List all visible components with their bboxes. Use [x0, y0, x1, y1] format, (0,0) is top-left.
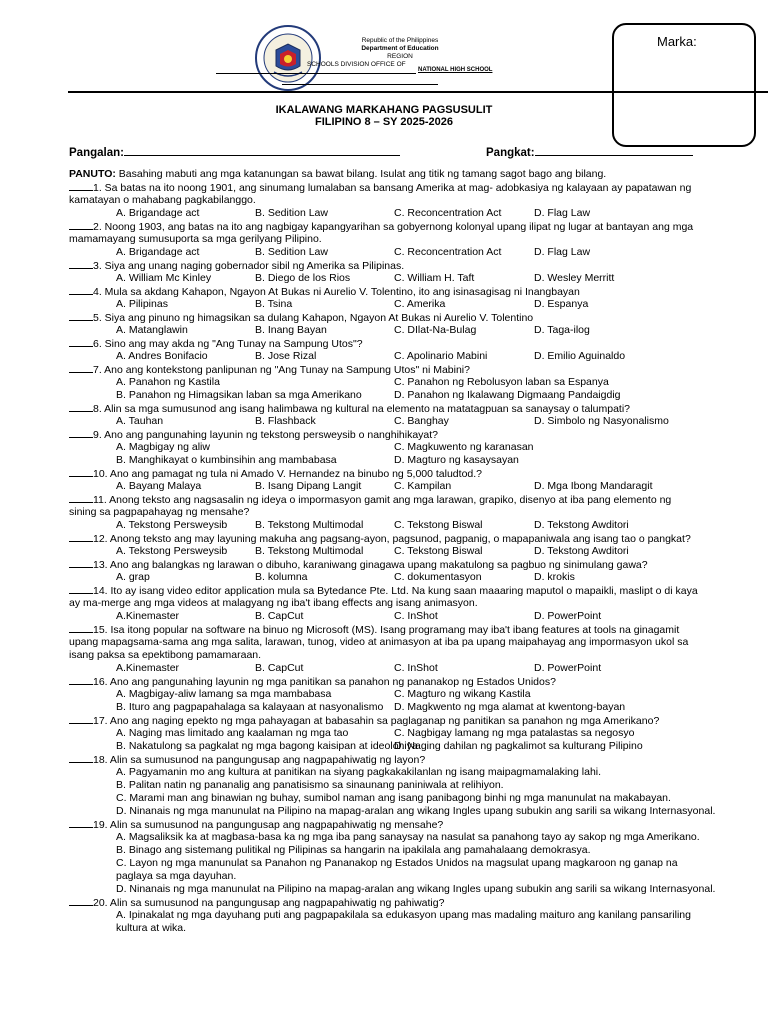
answer-option: A. Brigandage act [116, 207, 200, 219]
answer-option: C. Marami man ang binawian ng buhay, sumibol naman ang isang panibagong binhi ng mga manunulat na makabayan. [116, 792, 671, 804]
question-text: 6. Sino ang may akda ng "Ang Tunay na Sampung Utos"? [93, 338, 363, 350]
marka-label: Marka: [657, 34, 697, 49]
answer-option: D. Magturo ng kasaysayan [394, 454, 519, 466]
answer-option: C. Reconcentration Act [394, 207, 502, 219]
answer-option: A. Andres Bonifacio [116, 350, 208, 362]
answer-blank[interactable] [69, 311, 93, 321]
sdo-underline [216, 73, 416, 74]
question-stem [69, 818, 768, 831]
question-2 [69, 220, 768, 259]
answer-blank[interactable] [69, 714, 93, 724]
answer-blank[interactable] [69, 428, 93, 438]
options-row [69, 441, 768, 454]
options-row [69, 298, 768, 311]
answer-blank[interactable] [69, 623, 93, 633]
panuto-text: Basahing mabuti ang mga katanungan sa bawat bilang. Isulat ang titik ng tamang sagot bago ang bilang. [115, 168, 607, 180]
answer-option: C. Kampilan [394, 480, 452, 492]
panuto-label: PANUTO: [69, 168, 116, 180]
options-row [69, 324, 768, 337]
question-10 [69, 467, 768, 493]
question-stem [69, 363, 768, 376]
answer-option: A. Brigandage act [116, 246, 200, 258]
answer-option: A. Pilipinas [116, 298, 168, 310]
answer-option: A. Bayang Malaya [116, 480, 202, 492]
answer-option: A. Matanglawin [116, 324, 188, 336]
question-text: isang paksa sa epektibong pamamaraan. [69, 649, 262, 661]
question-text: 11. Anong teksto ang nagsasalin ng ideya o impormasyon gamit ang mga larawan, grapiko, disenyo at iba pang elemento ng [93, 494, 672, 506]
question-stem [69, 493, 768, 506]
answer-option: D. Tekstong Awditori [534, 519, 629, 531]
answer-option: D. Mga Ibong Mandaragit [534, 480, 653, 492]
question-9 [69, 428, 768, 467]
answer-option: A. Tauhan [116, 415, 164, 427]
answer-option: C. Amerika [394, 298, 446, 310]
answer-option: C. Reconcentration Act [394, 246, 502, 258]
question-stem [69, 259, 768, 272]
options-row [69, 688, 768, 701]
options-row [69, 740, 768, 753]
question-stem [69, 428, 768, 441]
question-17 [69, 714, 768, 753]
answer-blank[interactable] [69, 337, 93, 347]
options-row [69, 480, 768, 493]
answer-option: A.Kinemaster [116, 662, 180, 674]
question-text: 10. Ano ang pamagat ng tula ni Amado V. Hernandez na binubo ng 5,000 taludtod.? [93, 468, 483, 480]
answer-option: A. Magsaliksik ka at magbasa-basa ka ng mga iba pang sanaysay na nasulat sa panahong tayo ay sakop ng mga Amerikano. [116, 831, 700, 843]
answer-option: C. InShot [394, 662, 438, 674]
department-label: Department of Education [361, 45, 439, 52]
pangkat-label: Pangkat: [486, 147, 535, 159]
answer-option: B. CapCut [255, 662, 304, 674]
options-row [69, 389, 768, 402]
answer-option: A. Magbigay-aliw lamang sa mga mambabasa [116, 688, 332, 700]
answer-option: B. Inang Bayan [255, 324, 327, 336]
answer-option: A.Kinemaster [116, 610, 180, 622]
answer-blank[interactable] [69, 896, 93, 906]
answer-option: D. krokis [534, 571, 575, 583]
answer-option: B. Palitan natin ng pananalig ang panatisismo sa sinaunang paniniwala at relihiyon. [116, 779, 504, 791]
question-stem [69, 714, 768, 727]
question-stem [69, 467, 768, 480]
question-8 [69, 402, 768, 428]
answer-option: B. kolumna [255, 571, 308, 583]
answer-option: B. Binago ang sistemang pulitikal ng Pilipinas sa hangarin na ipakilala ang pamahalaang demokrasya. [116, 844, 591, 856]
pangalan-field[interactable] [69, 145, 400, 159]
panuto [69, 168, 768, 181]
question-1 [69, 181, 768, 220]
question-stem-continued [69, 233, 768, 246]
options-row [69, 545, 768, 558]
answer-option: A. Pagyamanin mo ang kultura at panitikan na siyang pagkakakilanlan ng isang maipagmamalaking lahi. [116, 766, 602, 778]
question-stem [69, 402, 768, 415]
question-stem [69, 558, 768, 571]
question-text: 2. Noong 1903, ang batas na ito ang nagbigay kapangyarihan sa gobyernong kolonyal upang ilipat ng lugar at bantayan ang mga [93, 221, 694, 233]
question-stem [69, 181, 768, 194]
question-text: 13. Ano ang balangkas ng larawan o dibuho, karaniwang ginagawa upang makatulong sa pagbuo ng sinimulang gawa? [93, 559, 648, 571]
question-14 [69, 584, 768, 623]
answer-option: B. Jose Rizal [255, 350, 317, 362]
answer-option: D. Flag Law [534, 246, 591, 258]
question-stem [69, 220, 768, 233]
question-15 [69, 623, 768, 675]
question-stem-continued [69, 636, 768, 649]
question-stem [69, 584, 768, 597]
question-text: 1. Sa batas na ito noong 1901, ang sinumang lumalaban sa bansang Amerika at mag- adobkasiya ng kalayaan ay papatawan ng [93, 182, 692, 194]
answer-blank[interactable] [69, 220, 93, 230]
exam-title: IKALAWANG MARKAHANG PAGSUSULIT [275, 104, 493, 116]
question-text: 16. Ano ang pangunahing layunin ng mga panitikan sa panahon ng pananakop ng Estados Unidos? [93, 676, 556, 688]
question-18 [69, 753, 768, 818]
options-row [69, 415, 768, 428]
question-stem [69, 675, 768, 688]
options-row [69, 571, 768, 584]
answer-option: B. Diego de los Rios [255, 272, 351, 284]
answer-option: C. Tekstong Biswal [394, 545, 483, 557]
question-text: 14. Ito ay isang video editor application mula sa Bytedance Pte. Ltd. Na kung saan maaaring maputol o mapaikli, maslipt o di kaya [93, 585, 698, 597]
options-row [69, 207, 768, 220]
answer-blank[interactable] [69, 259, 93, 269]
answer-blank[interactable] [69, 532, 93, 542]
question-stem [69, 532, 768, 545]
question-text: 9. Ano ang pangunahing layunin ng tekstong persweysib o nanghihikayat? [93, 429, 439, 441]
answer-blank[interactable] [69, 402, 93, 412]
question-7 [69, 363, 768, 402]
pangkat-line[interactable] [535, 145, 693, 156]
answer-option: D. Tekstong Awditori [534, 545, 629, 557]
options-row [69, 662, 768, 675]
answer-option: C. dokumentasyon [394, 571, 482, 583]
question-text: sining sa pagpapahayag ng mensahe? [69, 506, 250, 518]
options-row [69, 376, 768, 389]
pangkat-field[interactable] [486, 145, 693, 159]
answer-option: C. Tekstong Biswal [394, 519, 483, 531]
options-row [69, 727, 768, 740]
question-19 [69, 818, 768, 896]
question-stem-continued [69, 649, 768, 662]
answer-option: C. DIlat-Na-Bulag [394, 324, 477, 336]
answer-option: D. Panahon ng Ikalawang Digmaang Pandaigdig [394, 389, 621, 401]
answer-option: D. Espanya [534, 298, 589, 310]
options-row [69, 246, 768, 259]
answer-option: B. Sedition Law [255, 207, 328, 219]
options-row [69, 701, 768, 714]
answer-option: A. grap [116, 571, 150, 583]
question-4 [69, 285, 768, 311]
question-stem-continued [69, 597, 768, 610]
question-12 [69, 532, 768, 558]
pangalan-line[interactable] [124, 145, 400, 156]
answer-option: B. Nakatulong sa pagkalat ng mga bagong kaisipan at ideolohiya [116, 740, 418, 752]
answer-blank[interactable] [69, 753, 93, 763]
answer-option: C. William H. Taft [394, 272, 475, 284]
answer-blank[interactable] [69, 493, 93, 503]
question-stem [69, 753, 768, 766]
question-stem-continued [69, 506, 768, 519]
answer-option: B. Tsina [255, 298, 293, 310]
question-text: upang mapagsama-sama ang mga salita, larawan, tunog, video at animasyon at iba pa upang maipahayag ang impormasyon ukol sa [69, 636, 689, 648]
answer-option: C. Banghay [394, 415, 449, 427]
answer-option: D. Ninanais ng mga manunulat na Pilipino na mapag-aralan ang wikang Ingles upang subukin ang sarili sa wikang Internasyonal. [116, 883, 716, 895]
answer-option: D. Magkwento ng mga alamat at kwentong-bayan [394, 701, 626, 713]
answer-option: D. PowerPoint [534, 610, 602, 622]
answer-blank[interactable] [69, 558, 93, 568]
answer-option: B. Ituro ang pagpapahalaga sa kalayaan at nasyonalismo [116, 701, 384, 713]
question-text: 4. Mula sa akdang Kahapon, Ngayon At Bukas ni Aurelio V. Tolentino, ito ang isinasagisag ni Inangbayan [93, 286, 580, 298]
answer-option: C. Panahon ng Rebolusyon laban sa Espanya [394, 376, 609, 388]
answer-blank[interactable] [69, 675, 93, 685]
question-20 [69, 896, 768, 935]
question-stem [69, 311, 768, 324]
answer-option: kultura at wika. [116, 922, 187, 934]
answer-option: D. Emilio Aguinaldo [534, 350, 626, 362]
question-stem [69, 623, 768, 636]
question-text: 3. Siya ang unang naging gobernador sibil ng Amerika sa Pilipinas. [93, 260, 405, 272]
answer-option: C. InShot [394, 610, 438, 622]
answer-option: D. PowerPoint [534, 662, 602, 674]
exam-subtitle: FILIPINO 8 – SY 2025-2026 [315, 116, 453, 128]
answer-option: B. Isang Dipang Langit [255, 480, 362, 492]
question-text: 7. Ano ang kontekstong panlipunan ng "Ang Tunay na Sampung Utos" ni Mabini? [93, 364, 470, 376]
options-row [69, 272, 768, 285]
question-11 [69, 493, 768, 532]
answer-option: A. Panahon ng Kastila [116, 376, 220, 388]
question-text: 5. Siya ang pinuno ng himagsikan sa dulang Kahapon, Ngayon At Bukas ni Aurelio V. Tolentino [93, 312, 534, 324]
exam-content [69, 168, 768, 935]
question-stem-continued [69, 194, 768, 207]
question-5 [69, 311, 768, 337]
national-high-school-label: NATIONAL HIGH SCHOOL [418, 67, 493, 73]
question-stem [69, 285, 768, 298]
question-text: mamamayang sumusuporta sa mga gerilyang Pilipino. [69, 233, 322, 245]
answer-option: B. CapCut [255, 610, 304, 622]
answer-option: paglaya sa mga dayuhan. [116, 870, 237, 882]
answer-option: D. Taga-ilog [534, 324, 590, 336]
answer-option: A. Magbigay ng aliw [116, 441, 210, 453]
answer-option: B. Manghikayat o kumbinsihin ang mambabasa [116, 454, 337, 466]
question-6 [69, 337, 768, 363]
question-text: 12. Anong teksto ang may layuning makuha ang pagsang-ayon, pagsunod, pagpanig, o mapapaniwala ang isang tao o pangkat? [93, 533, 691, 545]
options-row [69, 519, 768, 532]
answer-option: C. Layon ng mga manunulat sa Panahon ng Pananakop ng Estados Unidos na magsulat upang magkaroon ng ganap na [116, 857, 678, 869]
answer-option: D. Naging dahilan ng pagkalimot sa kulturang Pilipino [394, 740, 643, 752]
answer-option: A. Tekstong Persweysib [116, 545, 228, 557]
header-underline [282, 84, 438, 85]
question-3 [69, 259, 768, 285]
question-text: 8. Alin sa mga sumusunod ang isang halimbawa ng kultural na elemento na matatagpuan sa sanaysay o talumpati? [93, 403, 631, 415]
question-13 [69, 558, 768, 584]
question-text: 20. Alin sa sumusunod na pangungusap ang nagpapahiwatig ng pahiwatig? [93, 897, 445, 909]
answer-blank[interactable] [69, 584, 93, 594]
answer-option: A. Naging mas limitado ang kaalaman ng mga tao [116, 727, 349, 739]
republic-label: Republic of the Philippines [361, 37, 439, 44]
answer-option: A. Tekstong Persweysib [116, 519, 228, 531]
options-row [69, 350, 768, 363]
answer-option: B. Panahon ng Himagsikan laban sa mga Amerikano [116, 389, 362, 401]
answer-option: C. Apolinario Mabini [394, 350, 488, 362]
question-text: 18. Alin sa sumusunod na pangungusap ang nagpapahiwatig ng layon? [93, 754, 426, 766]
answer-option: C. Nagbigay lamang ng mga patalastas sa negosyo [394, 727, 635, 739]
options-row [69, 610, 768, 623]
answer-blank[interactable] [69, 181, 93, 191]
question-stem [69, 337, 768, 350]
question-text: 15. Isa itong popular na software na binuo ng Microsoft (MS). Isang programang may iba't ibang features at tools na ginagamit [93, 624, 680, 636]
answer-option: D. Flag Law [534, 207, 591, 219]
question-16 [69, 675, 768, 714]
question-text: ay ma-merge ang mga videos at malagyang ng iba't ibang effects ang isang animasyon. [69, 597, 478, 609]
question-text: kamatayan o mahabang pagkabilanggo. [69, 194, 256, 206]
answer-option: C. Magturo ng wikang Kastila [394, 688, 531, 700]
answer-option: D. Ninanais ng mga manunulat na Pilipino na mapag-aralan ang wikang Ingles upang subukin ang sarili sa wikang Internasyonal. [116, 805, 716, 817]
answer-blank[interactable] [69, 285, 93, 295]
answer-blank[interactable] [69, 467, 93, 477]
region-label: REGION [387, 53, 413, 60]
answer-option: D. Simbolo ng Nasyonalismo [534, 415, 669, 427]
answer-option: C. Magkuwento ng karanasan [394, 441, 534, 453]
sdo-label: SCHOOLS DIVISION OFFICE OF [307, 61, 406, 68]
question-stem [69, 896, 768, 909]
answer-blank[interactable] [69, 818, 93, 828]
answer-option: A. Ipinakalat ng mga dayuhang puti ang pagpapakilala sa edukasyon upang mas madaling maituro ang kanilang pansariling [116, 909, 691, 921]
question-text: 19. Alin sa sumusunod na pangungusap ang nagpapahiwatig ng mensahe? [93, 819, 444, 831]
answer-option: B. Flashback [255, 415, 316, 427]
answer-option: A. William Mc Kinley [116, 272, 212, 284]
answer-blank[interactable] [69, 363, 93, 373]
answer-option: B. Tekstong Multimodal [255, 545, 364, 557]
options-row [69, 454, 768, 467]
answer-option: B. Tekstong Multimodal [255, 519, 364, 531]
answer-option: D. Wesley Merritt [534, 272, 615, 284]
answer-option: B. Sedition Law [255, 246, 328, 258]
question-text: 17. Ano ang naging epekto ng mga pahayagan at babasahin sa paglaganap ng panitikan sa panahon ng mga Amerikano? [93, 715, 660, 727]
pangalan-label: Pangalan: [69, 147, 124, 159]
